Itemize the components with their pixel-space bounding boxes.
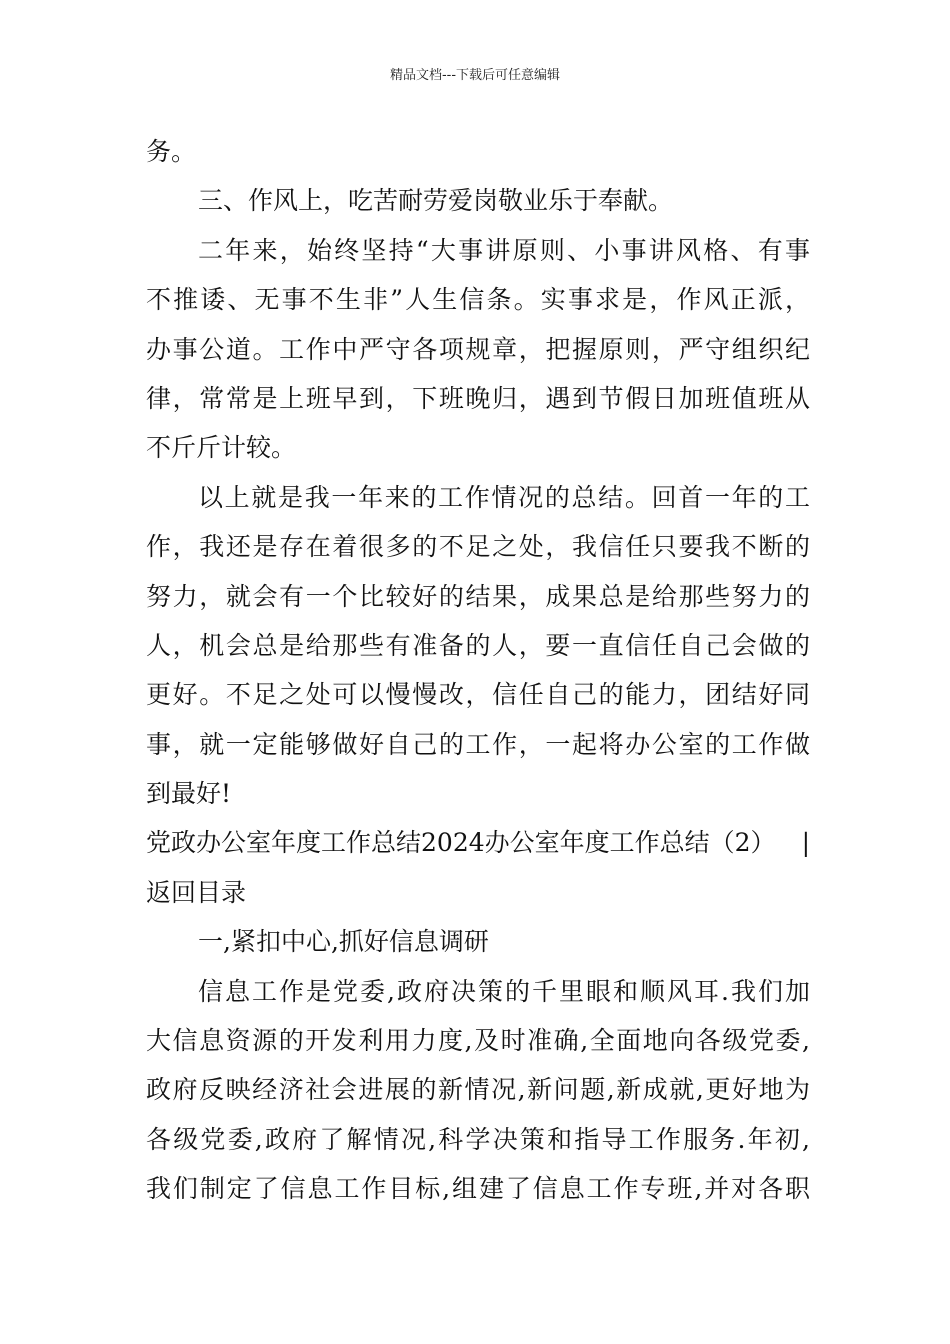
text-line: 不斤斤计较。 [146, 433, 297, 463]
text-line: 作，我还是存在着很多的不足之处，我信任只要我不断的 [146, 532, 810, 562]
text-line: 事，就一定能够做好自己的工作，一起将办公室的工作做 [146, 729, 810, 759]
text-line: 信息工作是党委,政府决策的千里眼和顺风耳.我们加 [198, 976, 810, 1006]
text-line: 二年来，始终坚持“大事讲原则、小事讲风格、有事 [198, 235, 810, 265]
text-line: 人，机会总是给那些有准备的人，要一直信任自己会做的 [146, 630, 810, 660]
section-title: 党政办公室年度工作总结2024办公室年度工作总结（2） [146, 828, 776, 858]
section-title-row [146, 818, 810, 867]
text-line: 以上就是我一年来的工作情况的总结。回首一年的工 [198, 482, 810, 512]
text-line: 不推诿、无事不生非”人生信条。实事求是，作风正派， [146, 285, 810, 315]
section-separator: | [801, 828, 810, 858]
text-line: 各级党委,政府了解情况,科学决策和指导工作服务.年初, [146, 1124, 810, 1154]
text-line: 政府反映经济社会进展的新情况,新问题,新成就,更好地为 [146, 1075, 810, 1105]
back-to-toc-link[interactable]: 返回目录 [146, 877, 247, 907]
section-heading: 三、作风上，吃苦耐劳爱岗敬业乐于奉献。 [198, 186, 674, 216]
text-line: 更好。不足之处可以慢慢改，信任自己的能力，团结好同 [146, 680, 810, 710]
text-line: 大信息资源的开发利用力度,及时准确,全面地向各级党委, [146, 1026, 810, 1056]
document-body [146, 127, 810, 1214]
text-line: 务。 [146, 137, 197, 166]
text-line: 到最好! [146, 779, 232, 809]
section-heading: 一,紧扣中心,抓好信息调研 [198, 927, 489, 957]
page-header: 精品文档---下载后可任意编辑 [389, 68, 561, 83]
text-line: 努力，就会有一个比较好的结果，成果总是给那些努力的 [146, 581, 810, 611]
text-line: 我们制定了信息工作目标,组建了信息工作专班,并对各职 [146, 1174, 810, 1204]
text-line: 律，常常是上班早到，下班晚归，遇到节假日加班值班从 [146, 383, 810, 413]
text-line: 办事公道。工作中严守各项规章，把握原则，严守组织纪 [146, 334, 810, 364]
